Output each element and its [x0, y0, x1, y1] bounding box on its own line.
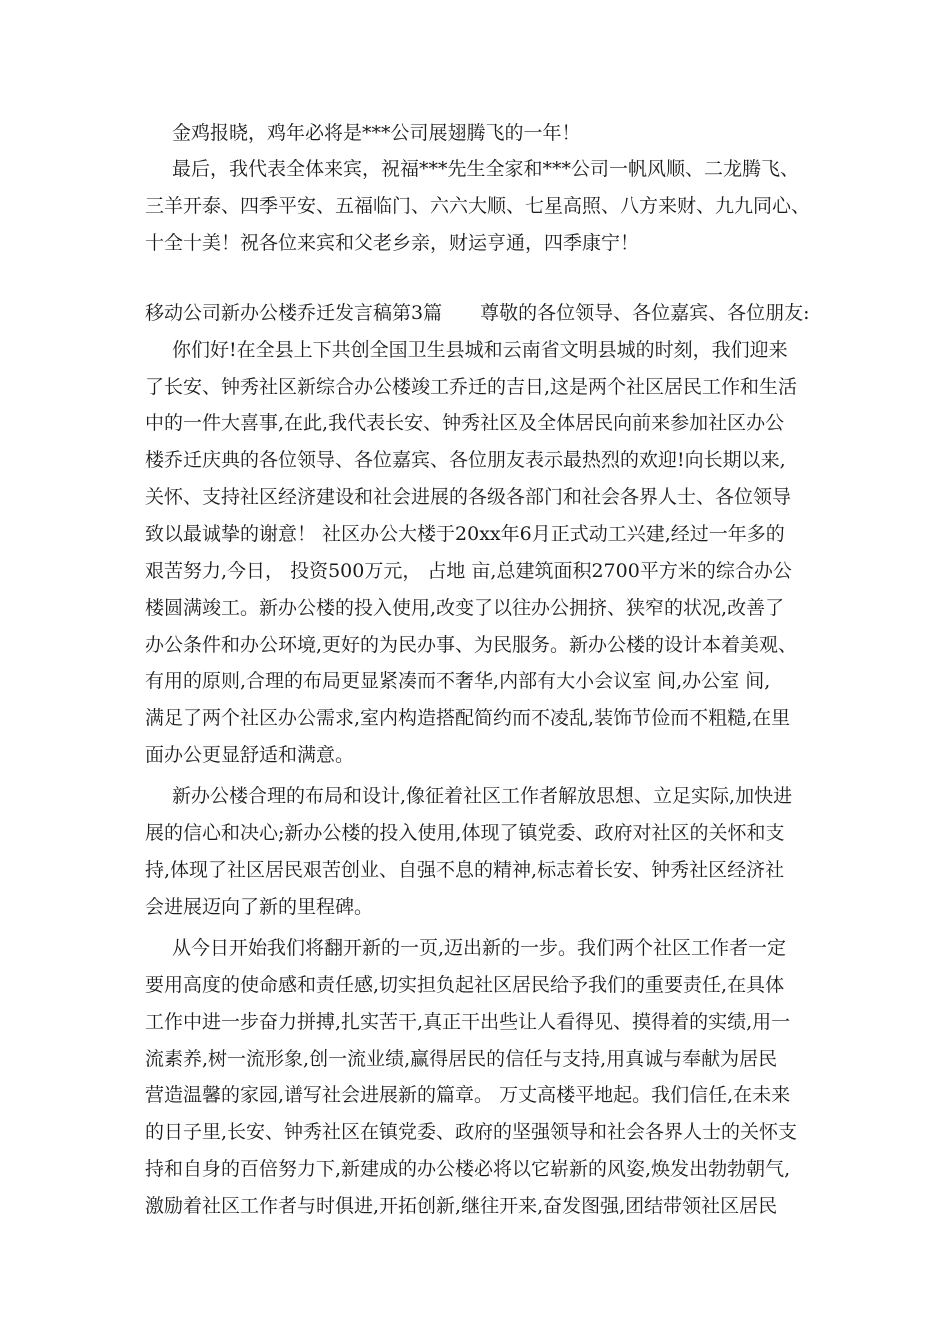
- text-line: 办公条件和办公环境,更好的为民办事、为民服务。新办公楼的设计本着美观、: [145, 634, 798, 656]
- text-line: 中的一件大喜事,在此,我代表长安、钟秀社区及全体居民向前来参加社区办公: [145, 412, 785, 434]
- text-line: 艰苦努力,今日， 投资500万元， 占地 亩,总建筑面积2700平方米的综合办公: [145, 560, 792, 582]
- text-line: 流素养,树一流形象,创一流业绩,赢得居民的信任与支持,用真诚与奉献为居民: [145, 1048, 778, 1070]
- section-heading-line: 移动公司新办公楼乔迁发言稿第3篇 尊敬的各位领导、各位嘉宾、各位朋友:: [145, 302, 810, 324]
- text-line: 致以最诚挚的谢意！ 社区办公大楼于20xx年6月正式动工兴建,经过一年多的: [145, 523, 785, 545]
- text-line: 你们好!在全县上下共创全国卫生县城和云南省文明县城的时刻，我们迎来: [172, 339, 788, 361]
- text-line: 展的信心和决心;新办公楼的投入使用,体现了镇党委、政府对社区的关怀和支: [145, 822, 785, 844]
- text-line: 从今日开始我们将翻开新的一页,迈出新的一步。我们两个社区工作者一定: [172, 937, 787, 959]
- text-line: 要用高度的使命感和责任感,切实担负起社区居民给予我们的重要责任,在具体: [145, 974, 785, 996]
- text-line: 新办公楼合理的布局和设计,像征着社区工作者解放思想、立足实际,加快进: [172, 785, 793, 807]
- text-line: 最后，我代表全体来宾，祝福***先生全家和***公司一帆风顺、二龙腾飞、: [172, 158, 800, 180]
- text-line: 楼圆满竣工。新办公楼的投入使用,改变了以往办公拥挤、狭窄的状况,改善了: [145, 597, 785, 619]
- text-line: 面办公更显舒适和满意。: [145, 744, 355, 766]
- text-line: 金鸡报晓，鸡年必将是***公司展翅腾飞的一年！: [172, 122, 581, 144]
- text-line: 关怀、支持社区经济建设和社会进展的各级各部门和社会各界人士、各位领导: [145, 486, 792, 508]
- text-line: 持和自身的百倍努力下,新建成的办公楼必将以它崭新的风姿,焕发出勃勃朝气,: [145, 1158, 791, 1180]
- text-line: 三羊开泰、四季平安、五福临门、六六大顺、七星高照、八方来财、九九同心、: [145, 195, 811, 217]
- text-line: 有用的原则,合理的布局更显紧凑而不奢华,内部有大小会议室 间,办公室 间,: [145, 670, 771, 692]
- text-line: 的日子里,长安、钟秀社区在镇党委、政府的坚强领导和社会各界人士的关怀支: [145, 1121, 798, 1143]
- text-line: 了长安、钟秀社区新综合办公楼竣工乔迁的吉日,这是两个社区居民工作和生活: [145, 376, 798, 398]
- text-line: 激励着社区工作者与时俱进,开拓创新,继往开来,奋发图强,团结带领社区居民: [145, 1195, 778, 1217]
- text-line: 工作中进一步奋力拼搏,扎实苦干,真正干出些让人看得见、摸得着的实绩,用一: [145, 1011, 791, 1033]
- text-line: 会进展迈向了新的里程碑。: [145, 896, 374, 918]
- text-line: 持,体现了社区居民艰苦创业、自强不息的精神,标志着长安、钟秀社区经济社: [145, 859, 785, 881]
- text-line: 楼乔迁庆典的各位领导、各位嘉宾、各位朋友表示最热烈的欢迎!向长期以来,: [145, 449, 786, 471]
- text-line: 满足了两个社区办公需求,室内构造搭配简约而不凌乱,装饰节俭而不粗糙,在里: [145, 707, 791, 729]
- text-line: 十全十美！祝各位来宾和父老乡亲，财运亨通，四季康宁！: [145, 232, 640, 254]
- text-line: 营造温馨的家园,谱写社会进展新的篇章。 万丈高楼平地起。我们信任,在未来: [145, 1084, 791, 1106]
